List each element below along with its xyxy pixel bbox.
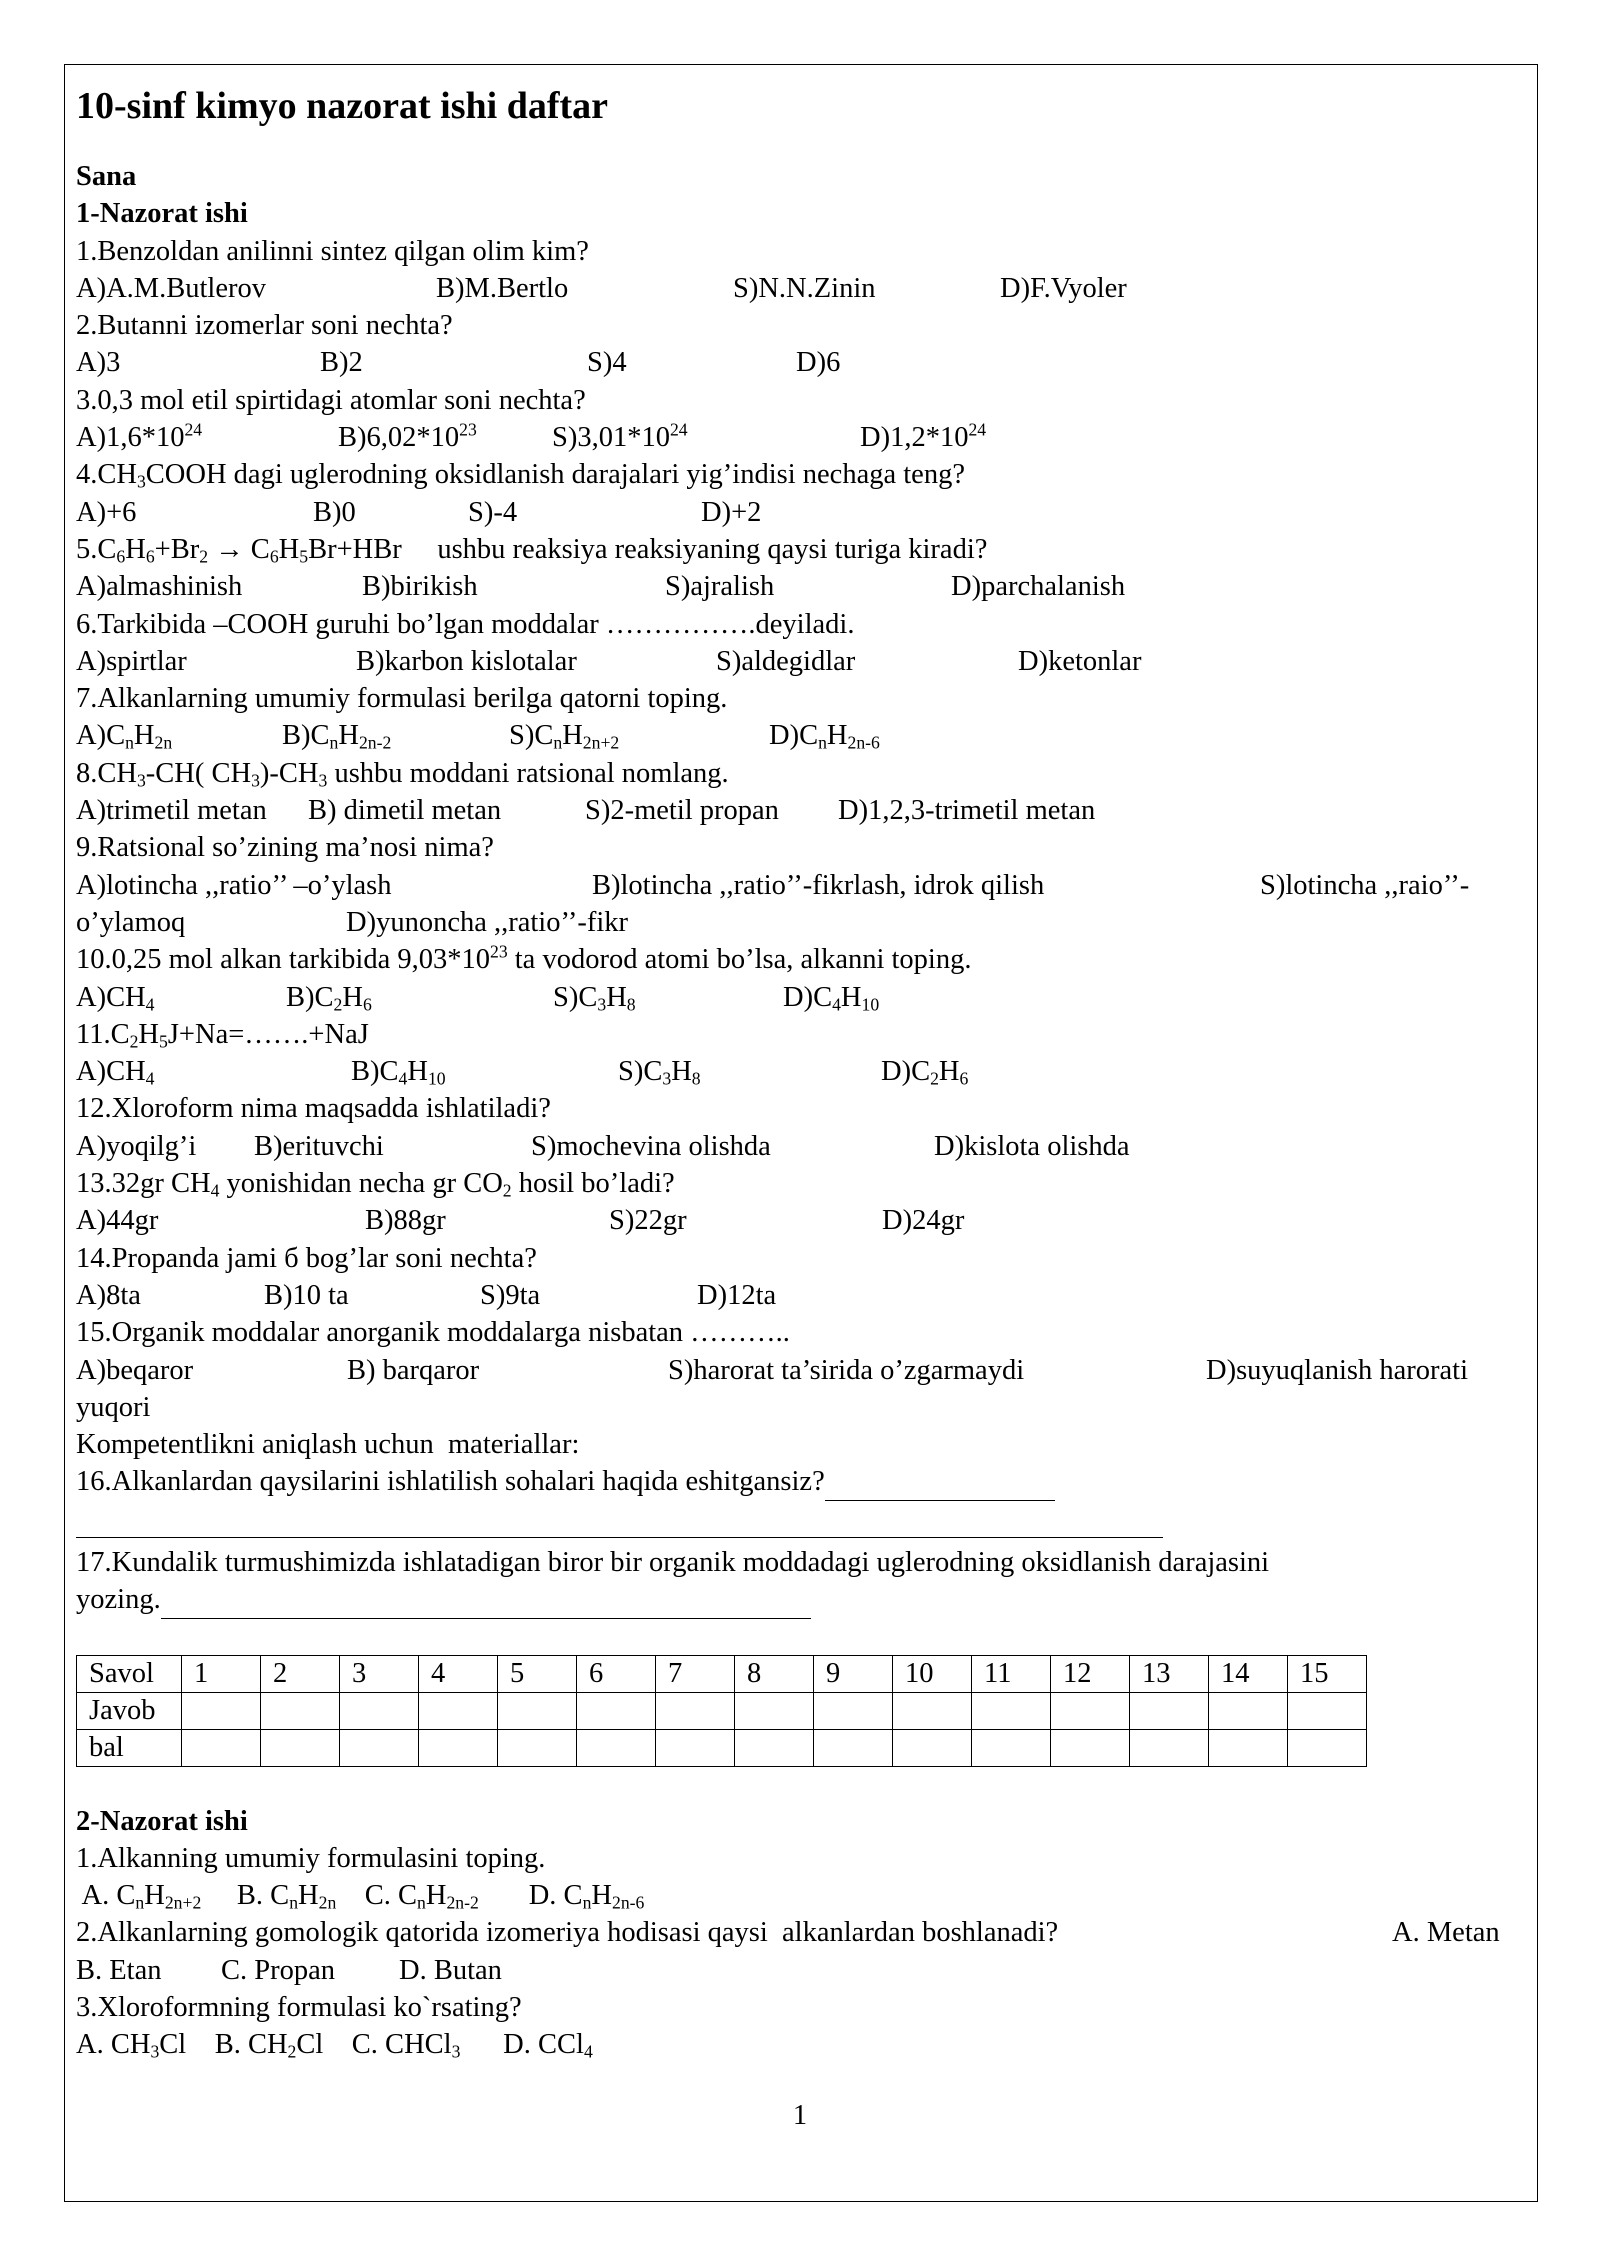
option-c: S)9ta (480, 1279, 541, 1311)
answer-cell[interactable] (656, 1692, 735, 1729)
table-cell: 10 (893, 1655, 972, 1692)
option-d: D)12ta (697, 1279, 777, 1311)
option-d: D)+2 (701, 496, 762, 528)
option-a: A)beqaror (76, 1354, 194, 1386)
answer-table (76, 1655, 1367, 1767)
option-d: $D)C_2H_6$ (881, 1056, 969, 1089)
table-cell: 1 (182, 1655, 261, 1692)
option-d: D. Butan (399, 1954, 502, 1986)
option-c: C. Propan (221, 1954, 335, 1986)
table-cell: 11 (972, 1655, 1051, 1692)
answer-blank-16b[interactable] (76, 1511, 1163, 1538)
question-5: $5.C_6H_6+Br_2 \to C_6H_5Br+HBr$ ushbu reaksiya reaksiyaning qaysi turiga kiradi? (76, 533, 988, 567)
option-d: D)6 (796, 347, 841, 379)
score-cell[interactable] (1288, 1729, 1367, 1766)
option-c: $S)C_3H_8$ (618, 1056, 701, 1089)
question-7-options (76, 717, 1516, 754)
option-d: $D)1,2*10^{24}$ (860, 419, 987, 454)
question-17-continued: yozing. (76, 1581, 1516, 1618)
question-2: 2.Butanni izomerlar soni nechta? (76, 310, 453, 342)
table-row (77, 1729, 1367, 1766)
question-4: $4.CH_3COOH$ dagi uglerodning oksidlanish darajalari yig’indisi nechaga teng? (76, 459, 965, 492)
table-cell: 6 (577, 1655, 656, 1692)
question-9-options-line2 (76, 904, 1516, 941)
question-11-options (76, 1053, 1516, 1090)
question-13: 13.32gr $CH_4$ yonishidan necha gr $CO_2$ hosil bo’ladi? (76, 1168, 675, 1201)
option-b: B)lotincha ,,ratio’’-fikrlash, idrok qilish (592, 869, 1045, 901)
page-number: 1 (792, 2100, 808, 2131)
question-10: 10.0,25 mol alkan tarkibida $9,03*10^{23}$ ta vodorod atomi bo’lsa, alkanni toping. (76, 941, 972, 976)
table-cell: 15 (1288, 1655, 1367, 1692)
option-a: $A)1,6*10^{24}$ (76, 419, 203, 454)
option-c-continued: o’ylamoq (76, 906, 186, 938)
option-c: $S)3,01*10^{24}$ (552, 419, 688, 454)
s2-question-2-options (76, 1952, 1516, 1989)
question-1-options (76, 270, 1516, 307)
question-1: 1.Benzoldan anilinni sintez qilgan olim kim? (76, 235, 589, 267)
option-a: A)spirtlar (76, 645, 187, 677)
option-b: $B)C_4H_{10}$ (351, 1056, 446, 1089)
option-c: S)22gr (609, 1205, 687, 1237)
option-a: A)A.M.Butlerov (76, 272, 266, 304)
table-cell: 14 (1209, 1655, 1288, 1692)
option-c: S)ajralish (665, 571, 775, 603)
option-a: A)trimetil metan (76, 795, 267, 827)
question-8: $8.CH_3-CH$( $CH_3)-CH_3$ ushbu moddani ratsional nomlang. (76, 757, 729, 791)
s2-question-2 (76, 1914, 1516, 1951)
table-cell: 7 (656, 1655, 735, 1692)
answer-cell[interactable] (419, 1692, 498, 1729)
question-8-options (76, 792, 1516, 829)
option-d: D)ketonlar (1018, 645, 1142, 677)
question-17: 17.Kundalik turmushimizda ishlatadigan biror bir organik moddadagi uglerodning oksidlanish darajasini (76, 1546, 1270, 1578)
score-cell[interactable] (893, 1729, 972, 1766)
score-cell[interactable] (735, 1729, 814, 1766)
score-cell[interactable] (972, 1729, 1051, 1766)
option-c: S)2-metil propan (585, 795, 779, 827)
table-cell: 5 (498, 1655, 577, 1692)
score-cell[interactable] (1051, 1729, 1130, 1766)
question-9: 9.Ratsional so’zining ma’nosi nima? (76, 832, 494, 864)
option-c: S)harorat ta’sirida o’zgarmaydi (668, 1354, 1025, 1386)
answer-blank-17[interactable] (161, 1592, 811, 1619)
answer-cell[interactable] (340, 1692, 419, 1729)
option-d: $D)C_4H_{10}$ (783, 981, 880, 1014)
question-10-options (76, 979, 1516, 1016)
option-d: D)F.Vyoler (1000, 272, 1127, 304)
option-a: A)almashinish (76, 571, 243, 603)
question-14: 14.Propanda jami б bog’lar soni nechta? (76, 1242, 537, 1274)
answer-line-16 (76, 1501, 1516, 1538)
answer-cell[interactable] (735, 1692, 814, 1729)
option-a: A)44gr (76, 1205, 159, 1237)
question-7: 7.Alkanlarning umumiy formulasi berilga qatorni toping. (76, 683, 728, 715)
question-9-options-line1 (76, 867, 1516, 904)
question-16: 16.Alkanlardan qaysilarini ishlatilish sohalari haqida eshitgansiz? (76, 1463, 1516, 1500)
option-c: S)N.N.Zinin (733, 272, 876, 304)
date-label: Sana (76, 161, 137, 192)
table-cell: 4 (419, 1655, 498, 1692)
question-11: $11.C_2H_5J+Na=\dots\dots.+NaJ$ (76, 1018, 369, 1052)
answer-cell[interactable] (814, 1692, 893, 1729)
option-b: B)birikish (362, 571, 478, 603)
option-a: $A)CH_4$ (76, 1056, 155, 1089)
question-6: 6.Tarkibida –COOH guruhi bo’lgan moddalar …………….deyiladi. (76, 608, 855, 640)
answer-cell[interactable] (1209, 1692, 1288, 1729)
option-b: B)88gr (365, 1205, 446, 1237)
score-cell[interactable] (340, 1729, 419, 1766)
s2-question-1-options: A. $C_nH_{2n+2}$ B. $C_nH_{2n}$ C. $C_nH_{2n-2}$ D. $C_nH_{2n-6}$ (76, 1880, 645, 1913)
answer-cell[interactable] (577, 1692, 656, 1729)
answer-cell[interactable] (972, 1692, 1051, 1729)
s2-question-2-text: 2.Alkanlarning gomologik qatorida izomeriya hodisasi qaysi alkanlardan boshlanadi? (76, 1917, 1059, 1949)
answer-cell[interactable] (893, 1692, 972, 1729)
option-c: S)mochevina olishda (531, 1130, 771, 1162)
question-15-options (76, 1352, 1516, 1389)
score-cell[interactable] (419, 1729, 498, 1766)
option-b: B)M.Bertlo (436, 272, 569, 304)
option-b: B)karbon kislotalar (356, 645, 577, 677)
score-cell[interactable] (1209, 1729, 1288, 1766)
option-b: $B)C_2H_6$ (286, 981, 372, 1014)
option-d: D)24gr (882, 1205, 965, 1237)
question-15-option-d-continued: yuqori (76, 1391, 151, 1423)
score-cell[interactable] (577, 1729, 656, 1766)
option-b: B) dimetil metan (308, 795, 502, 827)
row-label: Javob (77, 1692, 182, 1729)
option-a: A)+6 (76, 496, 137, 528)
option-c: $S)C_3H_8$ (553, 981, 636, 1014)
table-cell: 9 (814, 1655, 893, 1692)
option-a: A)3 (76, 347, 121, 379)
option-b: B)2 (320, 347, 363, 379)
table-row (77, 1655, 1367, 1692)
s2-question-3-options: A. $CH_3Cl$ B. $CH_2Cl$ C. CHCl$_3$ D. CCl$_4$ (76, 2029, 593, 2062)
answer-cell[interactable] (1130, 1692, 1209, 1729)
score-cell[interactable] (656, 1729, 735, 1766)
document-body (76, 76, 1516, 2064)
option-c: S)aldegidlar (716, 645, 856, 677)
option-b: B. Etan (76, 1954, 162, 1986)
option-b: B)0 (313, 496, 356, 528)
row-label: Savol (77, 1655, 182, 1692)
table-cell: 13 (1130, 1655, 1209, 1692)
answer-cell[interactable] (182, 1692, 261, 1729)
section-1-heading: 1-Nazorat ishi (76, 198, 248, 230)
score-cell[interactable] (1130, 1729, 1209, 1766)
row-label: bal (77, 1729, 182, 1766)
question-3-options (76, 419, 1516, 456)
competency-heading: Kompetentlikni aniqlash uchun materiallar: (76, 1429, 580, 1461)
option-c: $S)C_nH_{2n+2}$ (509, 720, 620, 753)
answer-blank-16[interactable] (825, 1474, 1055, 1501)
option-a: A)8ta (76, 1279, 141, 1311)
option-a: $A)CH_4$ (76, 981, 155, 1014)
option-d: D)kislota olishda (934, 1130, 1130, 1162)
question-6-options (76, 643, 1516, 680)
option-c: S)-4 (468, 496, 518, 528)
score-cell[interactable] (261, 1729, 340, 1766)
score-cell[interactable] (498, 1729, 577, 1766)
table-cell: 12 (1051, 1655, 1130, 1692)
option-d: D)1,2,3-trimetil metan (838, 795, 1096, 827)
question-14-options (76, 1277, 1516, 1314)
option-d: $D)C_nH_{2n-6}$ (769, 720, 880, 753)
s2-question-1: 1.Alkanning umumiy formulasini toping. (76, 1842, 546, 1874)
question-3: 3.0,3 mol etil spirtidagi atomlar soni nechta? (76, 384, 586, 416)
section-2-heading: 2-Nazorat ishi (76, 1805, 248, 1837)
question-5-options (76, 568, 1516, 605)
page-title: 10-sinf kimyo nazorat ishi daftar (76, 85, 608, 127)
option-d: D)yunoncha ,,ratio’’-fikr (346, 906, 628, 938)
option-c: S)lotincha ,,raio’’- (1260, 869, 1470, 901)
question-4-options (76, 494, 1516, 531)
question-12: 12.Xloroform nima maqsadda ishlatiladi? (76, 1093, 551, 1125)
option-a: A)yoqilg’i (76, 1130, 197, 1162)
option-d: D)parchalanish (951, 571, 1126, 603)
option-c: S)4 (587, 347, 627, 379)
score-cell[interactable] (814, 1729, 893, 1766)
option-a: A. Metan (1392, 1917, 1500, 1949)
answer-cell[interactable] (498, 1692, 577, 1729)
table-row (77, 1692, 1367, 1729)
option-b: B)erituvchi (254, 1130, 384, 1162)
option-b: $B)6,02*10^{23}$ (338, 419, 477, 454)
table-cell: 2 (261, 1655, 340, 1692)
option-a: A)lotincha ,,ratio’’ –o’ylash (76, 869, 392, 901)
question-12-options (76, 1128, 1516, 1165)
table-cell: 3 (340, 1655, 419, 1692)
question-15: 15.Organik moddalar anorganik moddalarga nisbatan ……….. (76, 1317, 790, 1349)
question-2-options (76, 344, 1516, 381)
answer-cell[interactable] (1051, 1692, 1130, 1729)
option-b: B)10 ta (264, 1279, 349, 1311)
option-a: $A)C_nH_{2n}$ (76, 720, 173, 753)
s2-question-3: 3.Xloroformning formulasi ko`rsating? (76, 1992, 522, 2024)
answer-cell[interactable] (1288, 1692, 1367, 1729)
question-13-options (76, 1202, 1516, 1239)
option-b: $B)C_nH_{2n-2}$ (282, 720, 392, 753)
option-b: B) barqaror (347, 1354, 480, 1386)
score-cell[interactable] (182, 1729, 261, 1766)
table-cell: 8 (735, 1655, 814, 1692)
option-d: D)suyuqlanish harorati (1206, 1354, 1468, 1386)
answer-cell[interactable] (261, 1692, 340, 1729)
